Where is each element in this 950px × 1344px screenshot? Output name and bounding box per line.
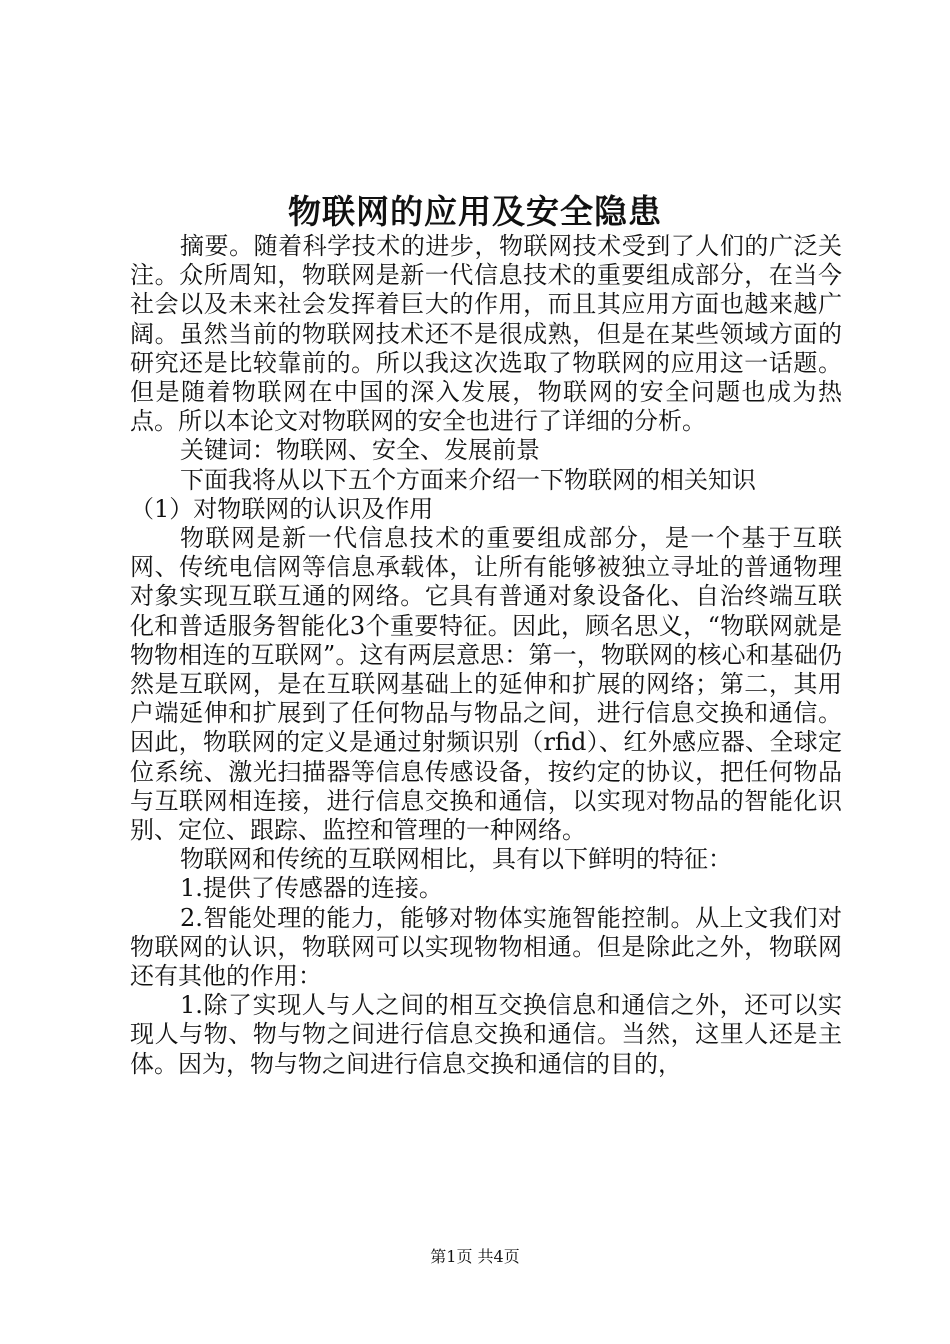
list-item: 2.智能处理的能力，能够对物体实施智能控制。从上文我们对物联网的认识，物联网可以实现物物相通。但是除此之外，物联网还有其他的作用： [130,903,842,991]
intro-paragraph: 下面我将从以下五个方面来介绍一下物联网的相关知识 [180,465,756,494]
section-heading: （1）对物联网的认识及作用 [130,494,434,523]
body-paragraph: 物联网是新一代信息技术的重要组成部分，是一个基于互联网、传统电信网等信息承载体，让所有能够被独立寻址的普通物理对象实现互联互通的网络。它具有普通对象设备化、自治终端互联化和普适服务智能化3个重要特征。因此，顾名思义，“物联网就是物物相连的互联网”。这有两层意思：第一，物联网的核心和基础仍然是互联网，是在互联网基础上的延伸和扩展的网络；第二，其用户端延伸和扩展到了任何物品与物品之间，进行信息交换和通信。因此，物联网的定义是通过射频识别（rfid）、红外感应器、全球定位系统、激光扫描器等信息传感设备，按约定的协议，把任何物品与互联网相连接，进行信息交换和通信，以实现对物品的智能化识别、定位、跟踪、监控和管理的一种网络。 [130,524,842,845]
list-item: 1.提供了传感器的连接。 [180,874,443,903]
body-paragraph: 物联网和传统的互联网相比，具有以下鲜明的特征： [180,845,732,874]
abstract-paragraph: 摘要。随着科学技术的进步，物联网技术受到了人们的广泛关注。众所周知，物联网是新一代信息技术的重要组成部分，在当今社会以及未来社会发挥着巨大的作用，而且其应用方面也越来越广阔。虽然当前的物联网技术还不是很成熟，但是在某些领域方面的研究还是比较靠前的。所以我这次选取了物联网的应用这一话题。但是随着物联网在中国的深入发展，物联网的安全问题也成为热点。所以本论文对物联网的安全也进行了详细的分析。 [130,232,842,436]
document-title: 物联网的应用及安全隐患 [288,192,662,231]
page-footer: 第1页 共4页 [430,1247,520,1266]
keywords-paragraph: 关键词：物联网、安全、发展前景 [180,436,540,465]
document-body [130,232,842,1079]
list-item: 1.除了实现人与人之间的相互交换信息和通信之外，还可以实现人与物、物与物之间进行信息交换和通信。当然，这里人还是主体。因为，物与物之间进行信息交换和通信的目的， [130,991,842,1078]
